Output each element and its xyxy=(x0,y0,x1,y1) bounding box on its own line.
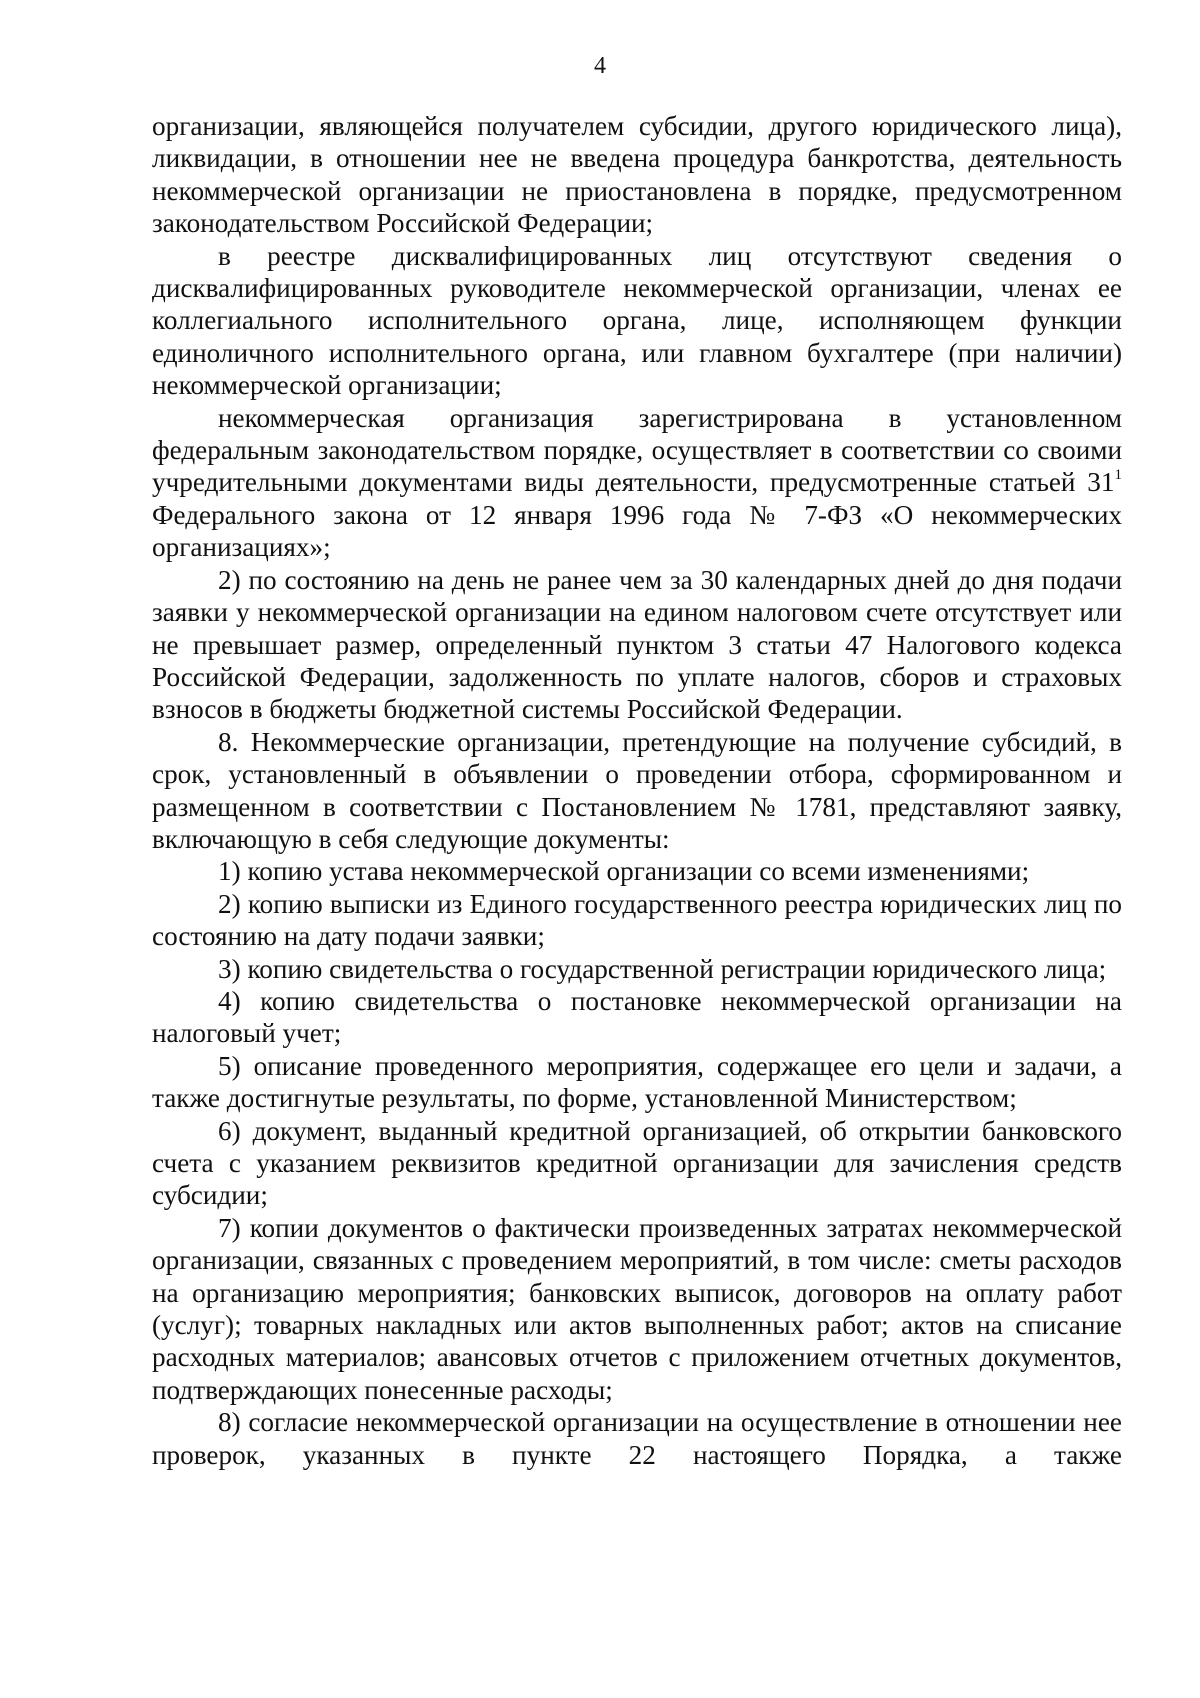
paragraph: 3) копию свидетельства о государственной регистрации юридического лица; xyxy=(218,953,1107,984)
paragraph-text: некоммерческая организация зарегистрирована в установленном федеральным законодательством порядке, осуществляет в соответствии со своими учредительными документами виды деятельности, предусмотренные статьей 31 xyxy=(152,402,1122,498)
paragraph: 8) согласие некоммерческой организации на осуществление в отношении нее проверок, указанных в пункте 22 настоящего Порядка, а также xyxy=(152,1407,1122,1470)
page-number: 4 xyxy=(594,53,606,79)
document-body xyxy=(152,110,1122,1471)
paragraph: 2) по состоянию на день не ранее чем за 30 календарных дней до дня подачи заявки у некоммерческой организации на едином налоговом счете отсутствует или не превышает размер, определенный пунктом 3 статьи 47 Налогового кодекса Российской Федерации, задолженность по уплате налогов, сборов и страховых взносов в бюджеты бюджетной системы Российской Федерации. xyxy=(152,564,1122,725)
paragraph-text: Федерального закона от 12 января 1996 года № 7-ФЗ «О некоммерческих организациях»; xyxy=(152,499,1122,563)
paragraph: 8. Некоммерческие организации, претендующие на получение субсидий, в срок, установленный в объявлении о проведении отбора, сформированном и размещенном в соответствии с Постановлением № 1781, представляют заявку, включающую в себя следующие документы: xyxy=(152,726,1122,854)
paragraph: 1) копию устава некоммерческой организации со всеми изменениями; xyxy=(218,856,1030,887)
paragraph: 6) документ, выданный кредитной организацией, об открытии банковского счета с указанием реквизитов кредитной организации для зачисления средств субсидии; xyxy=(152,1115,1122,1211)
paragraph: 2) копию выписки из Единого государственного реестра юридических лиц по состоянию на дату подачи заявки; xyxy=(152,888,1122,952)
paragraph: 5) описание проведенного мероприятия, содержащее его цели и задачи, а также достигнутые результаты, по форме, установленной Министерством; xyxy=(152,1050,1122,1114)
paragraph xyxy=(152,402,1122,564)
paragraph: в реестре дисквалифицированных лиц отсутствуют сведения о дисквалифицированных руководителе некоммерческой организации, членах ее коллегиального исполнительного органа, лице, исполняющем функции единоличного исполнительного органа, или главном бухгалтере (при наличии) некоммерческой организации; xyxy=(152,240,1122,401)
superscript: 1 xyxy=(1114,467,1122,484)
paragraph: 7) копии документов о фактически произведенных затратах некоммерческой организации, связанных с проведением мероприятий, в том числе: сметы расходов на организацию мероприятия; банковских выписок, договоров на оплату работ (услуг); товарных накладных или актов выполненных работ; актов на списание расходных материалов; авансовых отчетов с приложением отчетных документов, подтверждающих понесенные расходы; xyxy=(152,1212,1122,1405)
paragraph: организации, являющейся получателем субсидии, другого юридического лица), ликвидации, в отношении нее не введена процедура банкротства, деятельность некоммерческой организации не приостановлена в порядке, предусмотренном законодательством Российской Федерации; xyxy=(152,111,1122,239)
paragraph: 4) копию свидетельства о постановке некоммерческой организации на налоговый учет; xyxy=(152,985,1122,1049)
